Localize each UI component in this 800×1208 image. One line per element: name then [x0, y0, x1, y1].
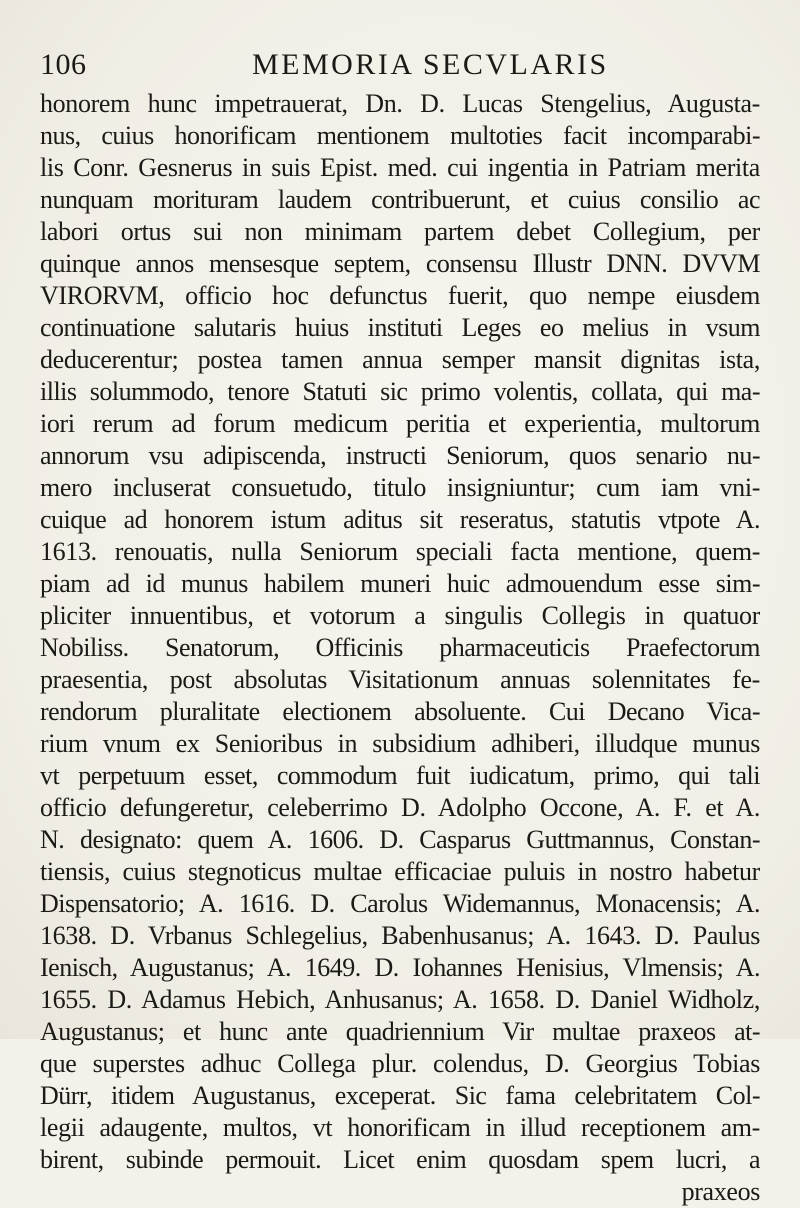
text-line: iori rerum ad forum medicum peritia et experientia, multorum [40, 409, 760, 438]
text-line: 1655. D. Adamus Hebich, Anhusanus; A. 1658. D. Daniel Widholz, [40, 985, 760, 1014]
text-line: 1638. D. Vrbanus Schlegelius, Babenhusanus; A. 1643. D. Paulus [40, 921, 760, 950]
text-line: birent, subinde permouit. Licet enim quosdam spem lucri, a [40, 1145, 760, 1174]
text-line: continuatione salutaris huius instituti Leges eo melius in vsum [40, 313, 760, 342]
page-number: 106 [40, 48, 87, 81]
text-line: honorem hunc impetrauerat, Dn. D. Lucas Stengelius, Augusta- [40, 89, 760, 118]
text-line: Nobiliss. Senatorum, Officinis pharmaceuticis Praefectorum [40, 633, 760, 662]
text-line: nunquam morituram laudem contribuerunt, et cuius consilio ac [40, 185, 760, 214]
text-line: annorum vsu adipiscenda, instructi Seniorum, quos senario nu- [40, 441, 760, 470]
text-line: rium vnum ex Senioribus in subsidium adhiberi, illudque munus [40, 729, 760, 758]
text-line: VIRORVM, officio hoc defunctus fuerit, quo nempe eiusdem [40, 281, 760, 310]
text-line: tiensis, cuius stegnoticus multae efficaciae puluis in nostro habetur [40, 857, 760, 886]
text-line: labori ortus sui non minimam partem debet Collegium, per [40, 217, 760, 246]
text-line: pliciter innuentibus, et votorum a singulis Collegis in quatuor [40, 601, 760, 630]
catchword: praxeos [681, 1177, 760, 1206]
text-line: vt perpetuum esset, commodum fuit iudicatum, primo, qui tali [40, 761, 760, 790]
text-line: praesentia, post absolutas Visitationum annuas solennitates fe- [40, 665, 760, 694]
text-line: quinque annos mensesque septem, consensu Illustr DNN. DVVM [40, 249, 760, 278]
page-header [40, 44, 760, 84]
text-line: illis solummodo, tenore Statuti sic primo volentis, collata, qui ma- [40, 377, 760, 406]
text-line: piam ad id munus habilem muneri huic admouendum esse sim- [40, 569, 760, 598]
text-line: rendorum pluralitate electionem absoluente. Cui Decano Vica- [40, 697, 760, 726]
text-line: Ienisch, Augustanus; A. 1649. D. Iohannes Henisius, Vlmensis; A. [40, 953, 760, 982]
text-line: cuique ad honorem istum aditus sit reseratus, statutis vtpote A. [40, 505, 760, 534]
text-line: legii adaugente, multos, vt honorificam in illud receptionem am- [40, 1113, 760, 1142]
text-line: Augustanus; et hunc ante quadriennium Vir multae praxeos at- [40, 1017, 760, 1046]
text-line: Dispensatorio; A. 1616. D. Carolus Widemannus, Monacensis; A. [40, 889, 760, 918]
text-line: N. designato: quem A. 1606. D. Casparus Guttmannus, Constan- [40, 825, 760, 854]
body-text [40, 88, 760, 1208]
text-line: que superstes adhuc Collega plur. colendus, D. Georgius Tobias [40, 1049, 760, 1078]
text-line: mero incluserat consuetudo, titulo insigniuntur; cum iam vni- [40, 473, 760, 502]
text-line: deducerentur; postea tamen annua semper mansit dignitas ista, [40, 345, 760, 374]
text-line: lis Conr. Gesnerus in suis Epist. med. cui ingentia in Patriam merita [40, 153, 760, 182]
text-line: Dürr, itidem Augustanus, exceperat. Sic fama celebritatem Col- [40, 1081, 760, 1110]
text-line: officio defungeretur, celeberrimo D. Adolpho Occone, A. F. et A. [40, 793, 760, 822]
running-head: MEMORIA SECVLARIS [252, 48, 609, 81]
text-line: nus, cuius honorificam mentionem multoties facit incomparabi- [40, 121, 760, 150]
text-line: 1613. renouatis, nulla Seniorum speciali facta mentione, quem- [40, 537, 760, 566]
